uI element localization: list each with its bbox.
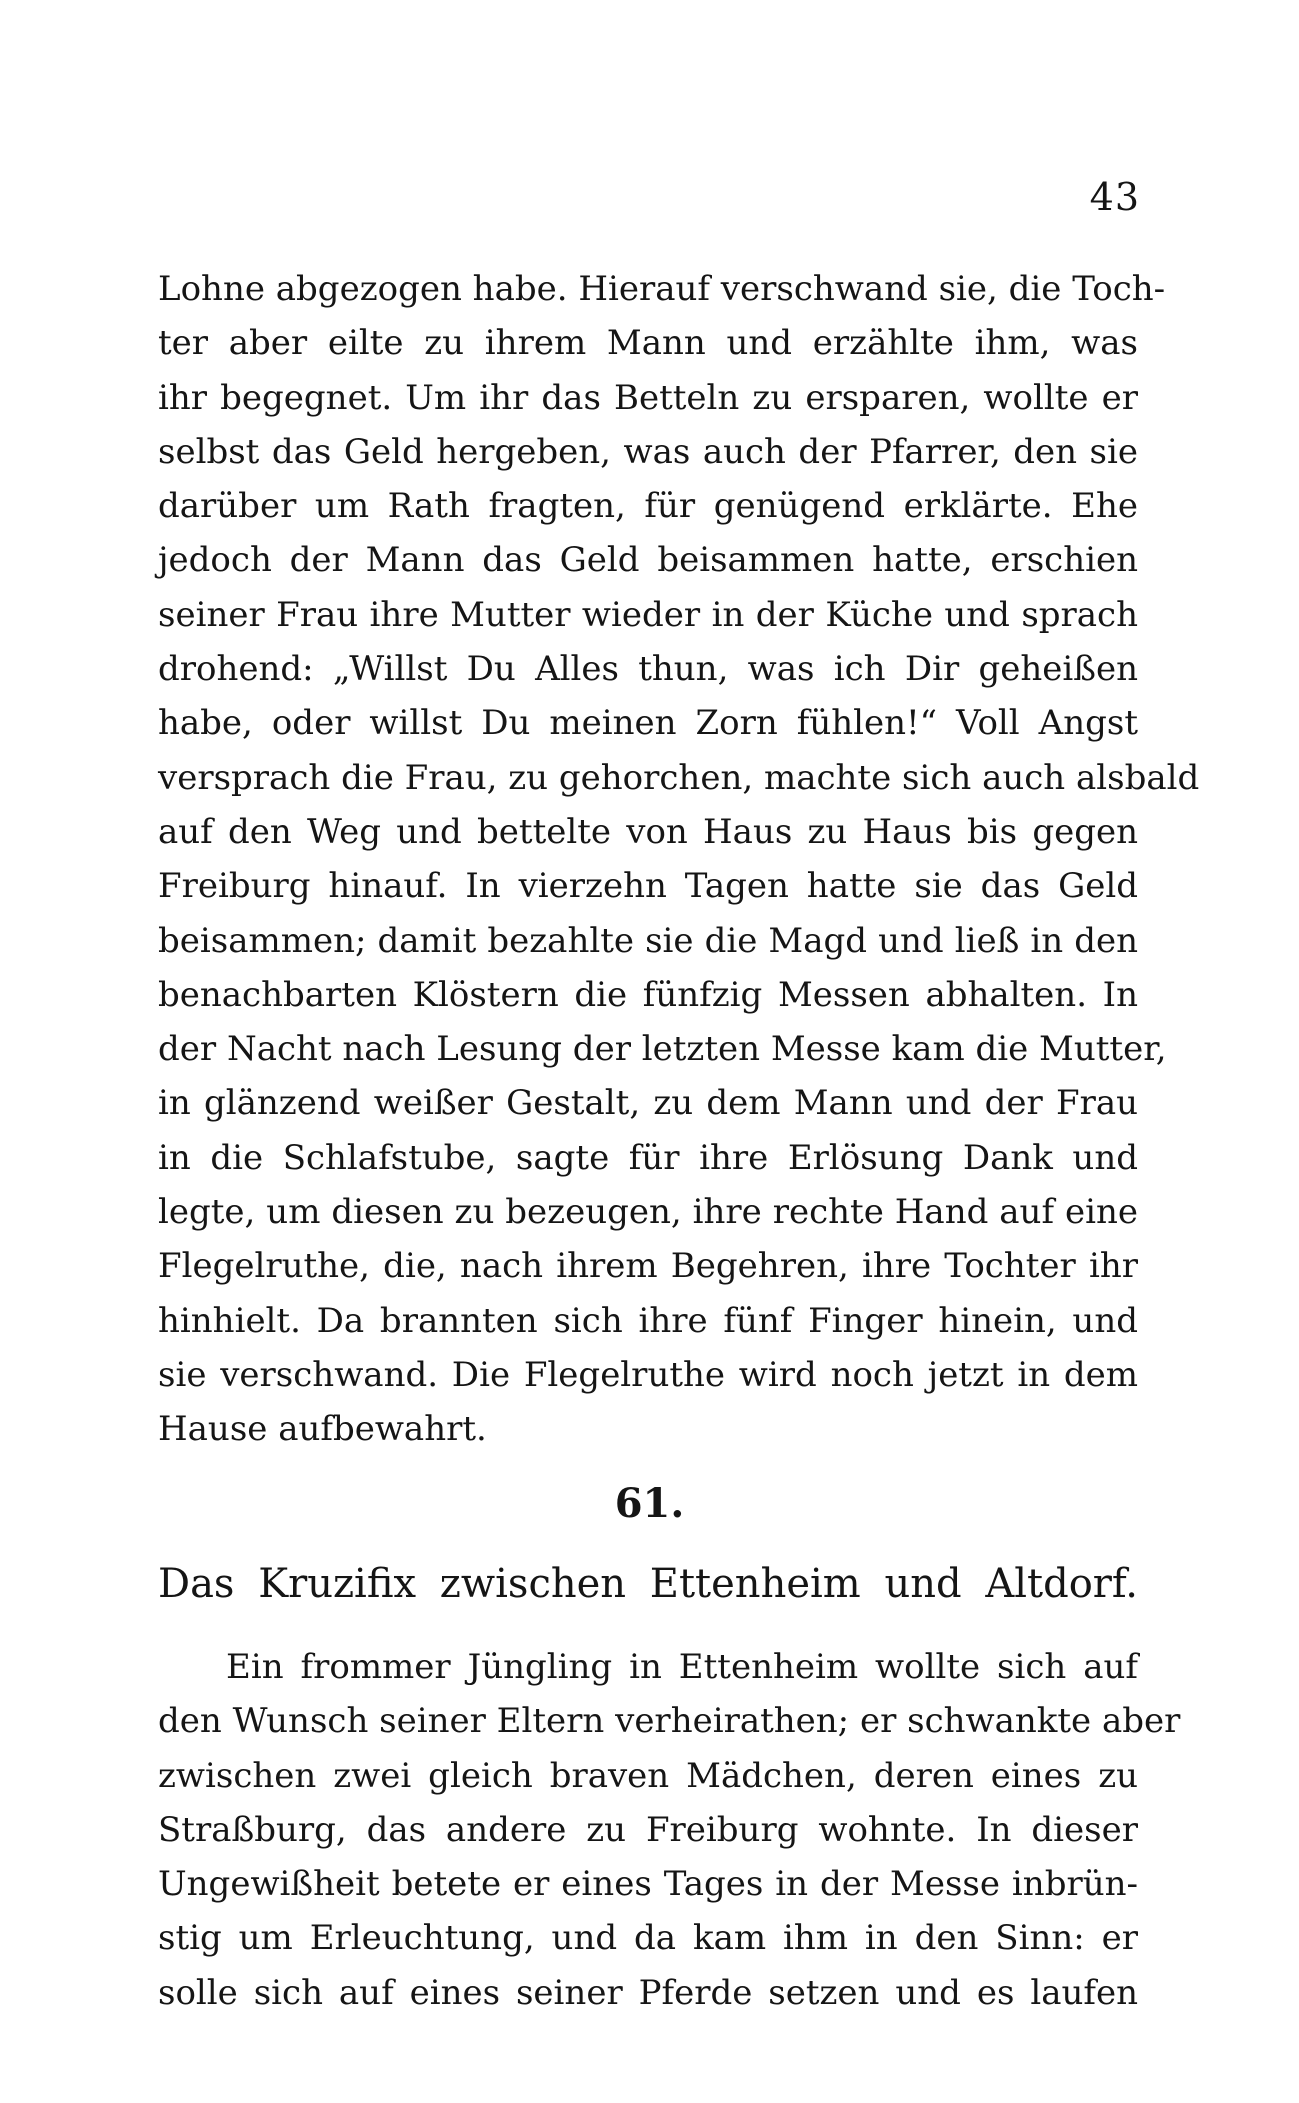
text-line: ter aber eilte zu ihrem Mann und erzählte ihm, was bbox=[158, 323, 1138, 364]
page-number: 43 bbox=[1089, 175, 1140, 219]
text-line: drohend: „Willst Du Alles thun, was ich Dir geheißen bbox=[158, 649, 1138, 690]
text-line: den Wunsch seiner Eltern verheirathen; er schwankte aber bbox=[158, 1701, 1181, 1742]
text-line: jedoch der Mann das Geld beisammen hatte, erschien bbox=[158, 540, 1138, 581]
text-line: beisammen; damit bezahlte sie die Magd und ließ in den bbox=[158, 920, 1138, 961]
text-line: auf den Weg und bettelte von Haus zu Haus bis gegen bbox=[158, 811, 1138, 852]
text-line: versprach die Frau, zu gehorchen, machte sich auch alsbald bbox=[158, 757, 1200, 798]
text-line: seiner Frau ihre Mutter wieder in der Küche und sprach bbox=[158, 594, 1138, 635]
text-line: selbst das Geld hergeben, was auch der Pfarrer, den sie bbox=[158, 431, 1138, 472]
text-line: Hause aufbewahrt. bbox=[158, 1409, 487, 1450]
text-line: in die Schlafstube, sagte für ihre Erlösung Dank und bbox=[158, 1137, 1138, 1178]
paragraph-section-61 bbox=[158, 1640, 1181, 2020]
text-line: ihr begegnet. Um ihr das Betteln zu ersparen, wollte er bbox=[158, 377, 1138, 418]
paragraph-continued bbox=[158, 262, 1200, 1457]
text-line: in glänzend weißer Gestalt, zu dem Mann und der Frau bbox=[158, 1083, 1138, 1124]
section-number: 61. bbox=[614, 1480, 685, 1527]
text-line: zwischen zwei gleich braven Mädchen, deren eines zu bbox=[158, 1755, 1138, 1796]
text-line: darüber um Rath fragten, für genügend erklärte. Ehe bbox=[158, 486, 1138, 527]
section-title: Das Kruzifix zwischen Ettenheim und Altdorf. bbox=[158, 1561, 1138, 1607]
text-line: benachbarten Klöstern die fünfzig Messen abhalten. In bbox=[158, 974, 1138, 1015]
text-line: der Nacht nach Lesung der letzten Messe kam die Mutter, bbox=[158, 1029, 1167, 1070]
text-line: solle sich auf eines seiner Pferde setzen und es laufen bbox=[158, 1972, 1138, 2013]
text-line: Freiburg hinauf. In vierzehn Tagen hatte sie das Geld bbox=[158, 866, 1138, 907]
text-line: Ungewißheit betete er eines Tages in der Messe inbrün- bbox=[158, 1864, 1138, 1905]
text-line: stig um Erleuchtung, und da kam ihm in den Sinn: er bbox=[158, 1918, 1138, 1959]
text-line: habe, oder willst Du meinen Zorn fühlen!“ Voll Angst bbox=[158, 703, 1138, 744]
text-line: Ein frommer Jüngling in Ettenheim wollte sich auf bbox=[226, 1647, 1138, 1687]
text-line: legte, um diesen zu bezeugen, ihre rechte Hand auf eine bbox=[158, 1192, 1138, 1233]
text-line: hinhielt. Da brannten sich ihre fünf Finger hinein, und bbox=[158, 1300, 1138, 1341]
text-line: Flegelruthe, die, nach ihrem Begehren, ihre Tochter ihr bbox=[158, 1246, 1138, 1287]
text-line: Lohne abgezogen habe. Hierauf verschwand sie, die Toch- bbox=[158, 269, 1166, 309]
text-line: sie verschwand. Die Flegelruthe wird noch jetzt in dem bbox=[158, 1354, 1138, 1395]
text-line: Straßburg, das andere zu Freiburg wohnte. In dieser bbox=[158, 1809, 1138, 1850]
